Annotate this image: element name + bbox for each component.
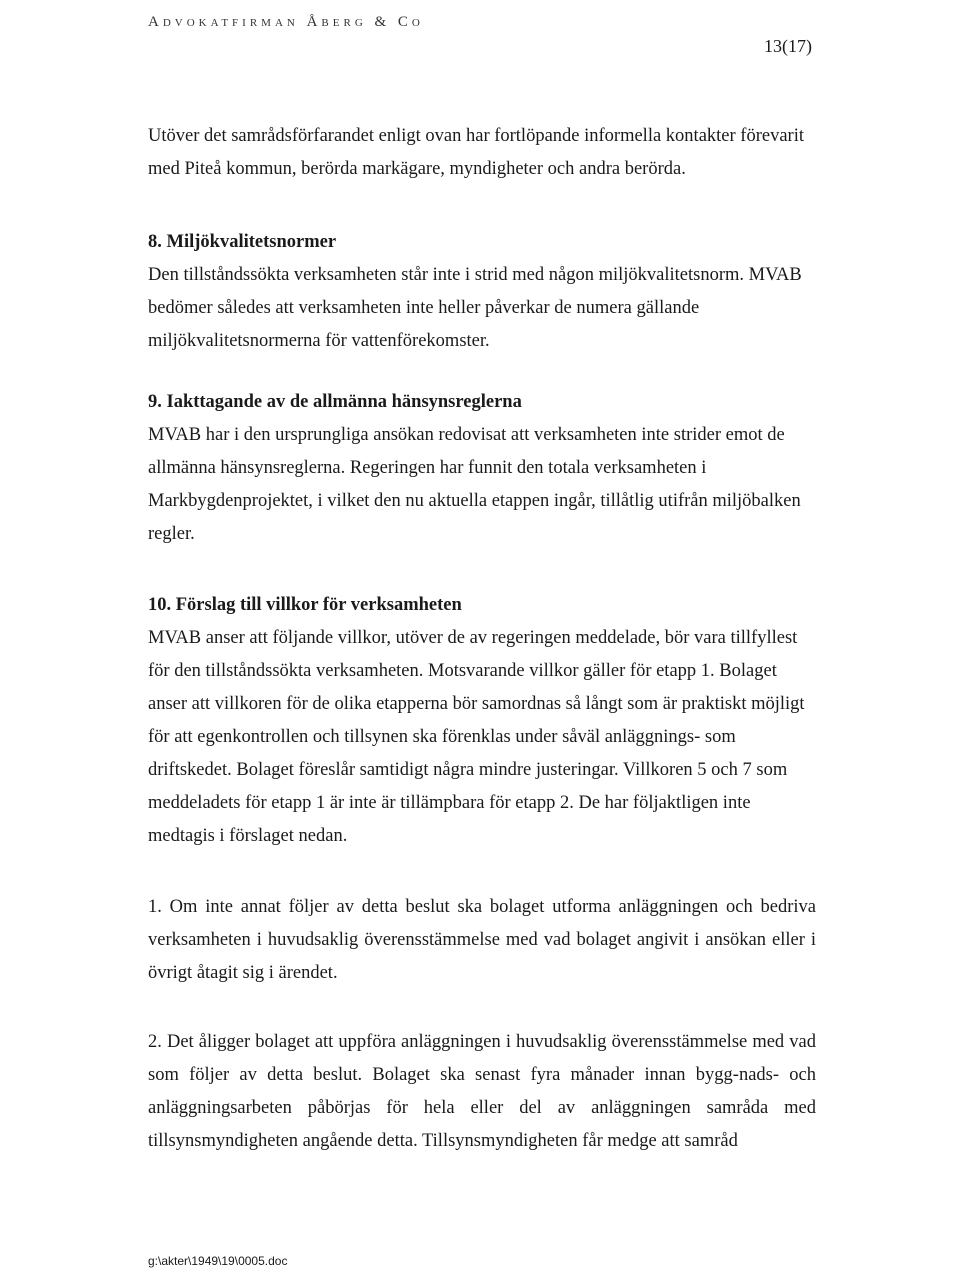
page-number: 13(17) xyxy=(764,36,812,56)
section-10 xyxy=(148,589,816,853)
document-body xyxy=(148,120,816,1194)
section-9 xyxy=(148,386,816,551)
footer-file-path: g:\akter\1949\19\0005.doc xyxy=(148,1254,288,1268)
section-9-text: MVAB har i den ursprungliga ansökan redovisat att verksamheten inte strider emot de allmänna hänsynsreglerna. Regeringen har funnit den totala verksamheten i Markbygdenprojektet, i vilket den nu aktuella etappen ingår, tillåtlig utifrån miljöbalken regler. xyxy=(148,425,801,544)
section-8-text: Den tillståndssökta verksamheten står inte i strid med någon miljökvalitetsnorm. MVAB bedömer således att verksamheten inte heller påverkar de numera gällande miljökvalitetsnormerna för vattenförekomster. xyxy=(148,265,802,351)
condition-1: 1. Om inte annat följer av detta beslut ska bolaget utforma anläggningen och bedriva verksamheten i huvudsaklig överensstämmelse med vad bolaget angivit i ansökan eller i övrigt åtagit sig i ärendet. xyxy=(148,897,816,983)
condition-2: 2. Det åligger bolaget att uppföra anläggningen i huvudsaklig överensstämmelse med vad som följer av detta beslut. Bolaget ska senast fyra månader innan bygg-nads- och anläggningsarbeten påbörjas för hela eller del av anläggningen samråda med tillsynsmyndigheten angående detta. Tillsynsmyndigheten får medge att samråd xyxy=(148,1032,816,1151)
section-9-heading: 9. Iakttagande av de allmänna hänsynsreglerna xyxy=(148,392,522,412)
section-8-heading: 8. Miljökvalitetsnormer xyxy=(148,232,337,252)
section-10-heading: 10. Förslag till villkor för verksamheten xyxy=(148,595,462,615)
section-8 xyxy=(148,226,816,358)
intro-paragraph: Utöver det samrådsförfarandet enligt ovan har fortlöpande informella kontakter förevarit med Piteå kommun, berörda markägare, myndigheter och andra berörda. xyxy=(148,126,804,179)
section-10-text: MVAB anser att följande villkor, utöver de av regeringen meddelade, bör vara tillfyllest för den tillståndssökta verksamheten. Motsvarande villkor gäller för etapp 1. Bolaget anser att villkoren för de olika etapperna bör samordnas så långt som är praktiskt möjligt för att egenkontrollen och tillsynen ska förenklas under såväl anläggnings- som driftskedet. Bolaget föreslår samtidigt några mindre justeringar. Villkoren 5 och 7 som meddeladets för etapp 1 är inte är tillämpbara för etapp 2. De har följaktligen inte medtagis i förslaget nedan. xyxy=(148,628,805,846)
firm-letterhead: Advokatfirman Åberg & Co xyxy=(148,14,424,30)
